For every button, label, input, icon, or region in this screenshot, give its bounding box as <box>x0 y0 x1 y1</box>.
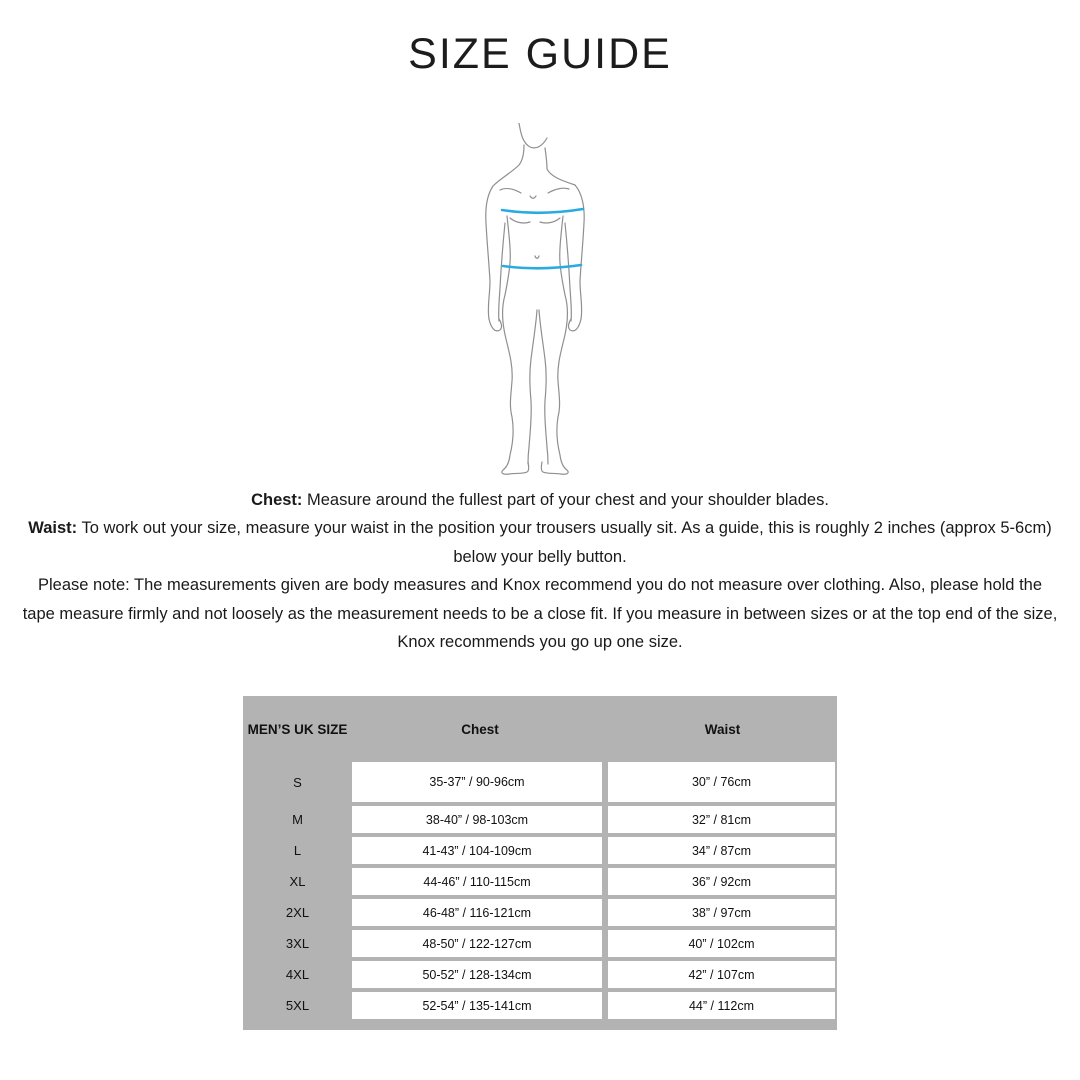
table-row-4xl <box>243 961 837 988</box>
chest-value: 50-52” / 128-134cm <box>352 961 602 988</box>
chest-value: 38-40” / 98-103cm <box>352 806 602 833</box>
table-row-2xl <box>243 899 837 926</box>
chest-value: 35-37” / 90-96cm <box>352 762 602 802</box>
chest-value: 46-48” / 116-121cm <box>352 899 602 926</box>
measuring-instructions <box>0 486 1080 656</box>
male-body-outline-illustration <box>483 123 597 475</box>
table-row-xl <box>243 868 837 895</box>
table-row-m <box>243 806 837 833</box>
waist-value: 42” / 107cm <box>608 961 835 988</box>
please-note-text: Please note: The measurements given are body measures and Knox recommend you do not measure over clothing. Also, please hold the tape measure firmly and not loosely as the measurement needs to be a close fit. If you measure in between sizes or at the top end of the size, Knox recommends you go up one size. <box>22 576 1058 652</box>
size-table-header <box>243 696 837 762</box>
header-waist: Waist <box>704 721 741 737</box>
waist-measure-line <box>503 265 581 268</box>
waist-value: 32” / 81cm <box>608 806 835 833</box>
size-label: M <box>292 812 303 828</box>
table-row-s <box>243 762 837 802</box>
chest-instruction-label: Chest: <box>251 491 303 509</box>
size-label: XL <box>289 874 306 890</box>
waist-value: 36” / 92cm <box>608 868 835 895</box>
chest-measure-line <box>502 209 583 213</box>
chest-value: 52-54” / 135-141cm <box>352 992 602 1019</box>
waist-value: 34” / 87cm <box>608 837 835 864</box>
size-label: 4XL <box>285 967 310 983</box>
chest-value: 48-50” / 122-127cm <box>352 930 602 957</box>
waist-value: 38” / 97cm <box>608 899 835 926</box>
size-label: S <box>293 774 302 790</box>
size-table <box>243 696 837 1030</box>
size-label: 2XL <box>285 905 310 921</box>
size-label: 5XL <box>285 998 310 1014</box>
size-label: L <box>293 843 302 859</box>
chest-instruction: Chest: Measure around the fullest part of your chest and your shoulder blades. <box>251 491 829 509</box>
size-label: 3XL <box>285 936 310 952</box>
waist-instruction: Waist: To work out your size, measure your waist in the position your trousers usually sit. As a guide, this is roughly 2 inches (approx 5-6cm) below your belly button. <box>28 519 1052 566</box>
chest-value: 41-43” / 104-109cm <box>352 837 602 864</box>
chest-value: 44-46” / 110-115cm <box>352 868 602 895</box>
header-chest: Chest <box>461 721 499 737</box>
table-row-l <box>243 837 837 864</box>
header-mens-uk-size: MEN’S UK SIZE <box>247 721 348 737</box>
table-row-3xl <box>243 930 837 957</box>
waist-instruction-label: Waist: <box>28 519 78 538</box>
page-title: SIZE GUIDE <box>408 30 672 78</box>
waist-value: 40” / 102cm <box>608 930 835 957</box>
waist-value: 30” / 76cm <box>608 762 835 802</box>
table-row-5xl <box>243 992 837 1019</box>
body-figure <box>0 123 1080 477</box>
waist-value: 44” / 112cm <box>608 992 835 1019</box>
